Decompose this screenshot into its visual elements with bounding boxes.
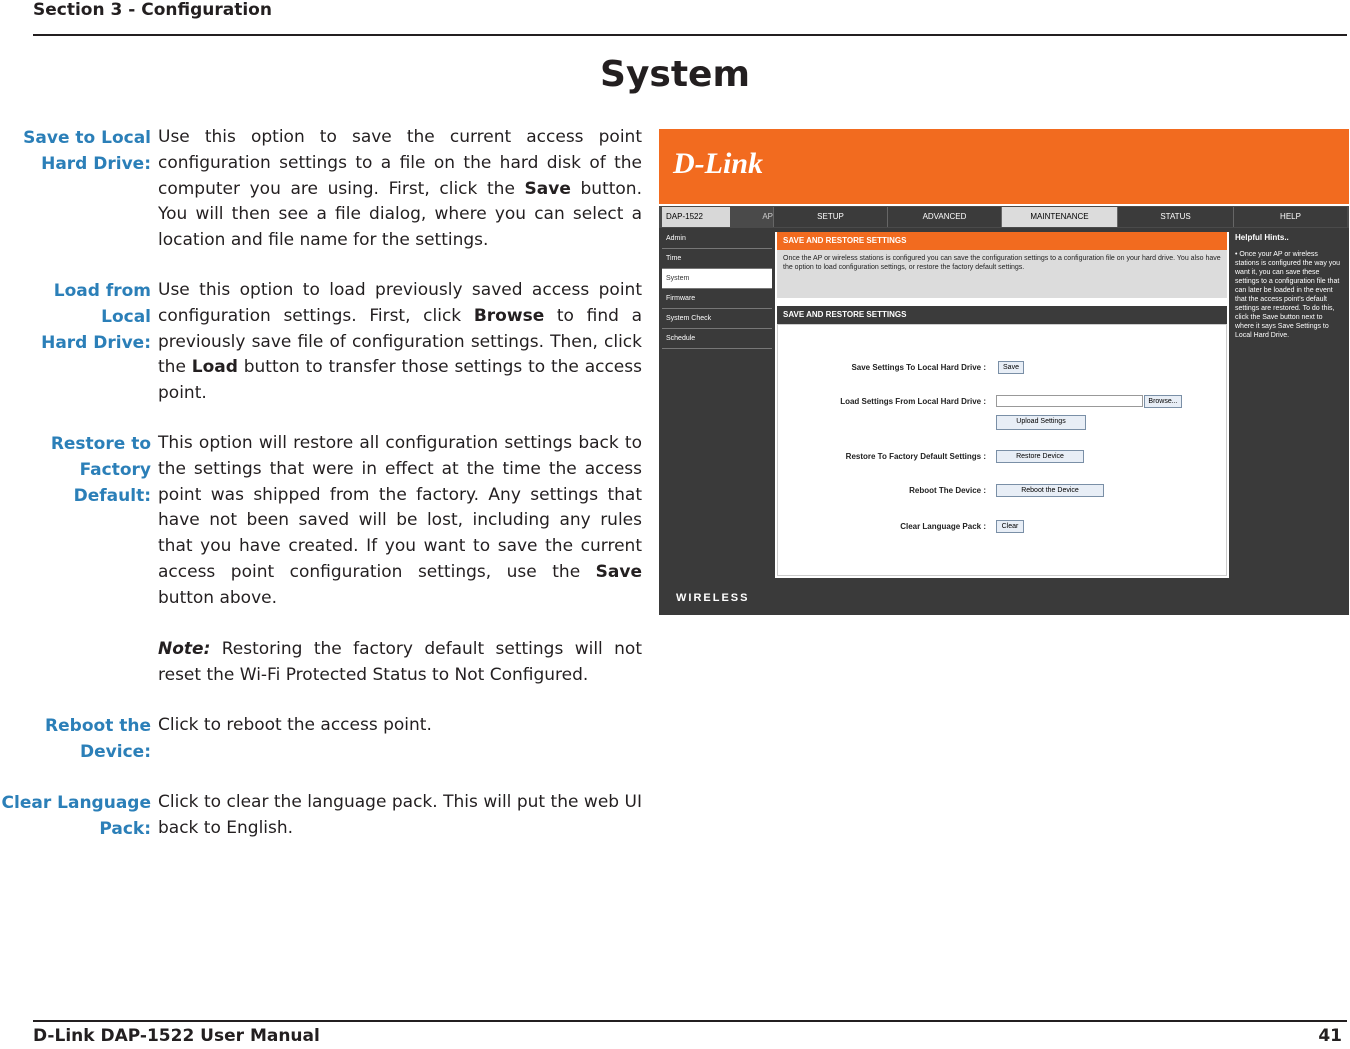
term-load-local: Load from Local Hard Drive: <box>41 281 151 353</box>
ap-label: AP <box>762 212 773 221</box>
form-heading: SAVE AND RESTORE SETTINGS <box>777 306 1227 324</box>
sidebar-item-firmware[interactable]: Firmware <box>662 289 772 309</box>
sidebar-item-admin[interactable]: Admin <box>662 229 772 249</box>
wireless-footer <box>659 581 1349 615</box>
note-restore-factory: Note: Restoring the factory default settings will not reset the Wi-Fi Protected Status to Not Configured. <box>158 639 642 685</box>
page-number: 41 <box>1318 1026 1342 1046</box>
desc-save-local: Use this option to save the current access point configuration settings to a file on the hard disk of the computer you are using. First, click the Save button. You will then see a file dialog, where you can select a location and file name for the settings. <box>158 127 642 251</box>
sidebar-item-time[interactable]: Time <box>662 249 772 269</box>
help-text: • Once your AP or wireless stations is configured the way you want it, you can save these settings to a configuration file that can later be loaded in the event that the access point's default settings are restored. To do this, click the Save button next to where it says Save Settings to Local Hard Drive. <box>1235 251 1341 339</box>
load-settings-label: Load Settings From Local Hard Drive : <box>840 397 986 406</box>
term-reboot: Reboot the Device: <box>45 716 151 762</box>
term-restore-factory: Restore to Factory Default: <box>50 434 151 506</box>
desc-clear-language: Click to clear the language pack. This will put the web UI back to English. <box>158 792 642 838</box>
tab-setup[interactable]: SETUP <box>773 207 887 227</box>
top-nav <box>659 206 1349 228</box>
term-save-local: Save to Local Hard Drive: <box>23 128 151 174</box>
upload-settings-button[interactable]: Upload Settings <box>996 415 1086 430</box>
tab-help[interactable]: HELP <box>1233 207 1347 227</box>
settings-form <box>777 324 1227 576</box>
help-panel <box>1233 229 1347 578</box>
wireless-label: WIRELESS <box>676 592 750 604</box>
dlink-logo: D-Link <box>673 147 763 180</box>
restore-device-button[interactable]: Restore Device <box>996 450 1084 463</box>
brand-bar <box>659 129 1349 204</box>
sidebar-item-system[interactable]: System <box>662 269 772 289</box>
router-ui-screenshot <box>659 129 1349 615</box>
save-settings-label: Save Settings To Local Hard Drive : <box>851 363 986 372</box>
save-button[interactable]: Save <box>998 361 1024 374</box>
clear-button[interactable]: Clear <box>996 520 1024 533</box>
file-path-input[interactable] <box>996 395 1143 407</box>
intro-heading: SAVE AND RESTORE SETTINGS <box>777 232 1227 250</box>
model-label: DAP-1522 <box>662 207 730 227</box>
desc-restore-factory: This option will restore all configuration settings back to the settings that were in effect at the time the access point was shipped from the factory. Any settings that have not been saved will be lost, including any rules that you have created. If you want to save the current access point configuration settings, use the Save button above. <box>158 433 642 608</box>
reboot-device-label: Reboot The Device : <box>909 486 986 495</box>
manual-title: D-Link DAP-1522 User Manual <box>33 1026 320 1046</box>
bottom-divider <box>33 1020 1347 1022</box>
browse-button[interactable]: Browse... <box>1144 395 1182 408</box>
maintenance-sidebar <box>662 229 772 349</box>
sidebar-item-schedule[interactable]: Schedule <box>662 329 772 349</box>
page-title: System <box>600 54 750 95</box>
top-divider <box>33 34 1347 36</box>
sidebar-item-system-check[interactable]: System Check <box>662 309 772 329</box>
tab-maintenance[interactable]: MAINTENANCE <box>1001 207 1117 227</box>
clear-language-label: Clear Language Pack : <box>900 522 986 531</box>
help-title: Helpful Hints.. <box>1235 233 1289 242</box>
reboot-device-button[interactable]: Reboot the Device <box>996 484 1104 497</box>
desc-reboot: Click to reboot the access point. <box>158 715 432 735</box>
desc-load-local: Use this option to load previously saved access point configuration settings. First, click Browse to find a previously save file of configuration settings. Then, click the Load button to transfer those settings to the access point. <box>158 280 643 404</box>
term-clear-language: Clear Language Pack: <box>1 793 151 839</box>
intro-box <box>777 232 1227 298</box>
content-panel <box>775 232 1229 578</box>
tab-status[interactable]: STATUS <box>1117 207 1233 227</box>
restore-defaults-label: Restore To Factory Default Settings : <box>845 452 986 461</box>
tab-advanced[interactable]: ADVANCED <box>887 207 1001 227</box>
intro-text: Once the AP or wireless stations is configured you can save the configuration settings to a configuration file on your hard drive. You also have the option to load configuration settings, or restore the factory default settings. <box>783 255 1221 271</box>
section-header: Section 3 - Configuration <box>33 0 272 20</box>
